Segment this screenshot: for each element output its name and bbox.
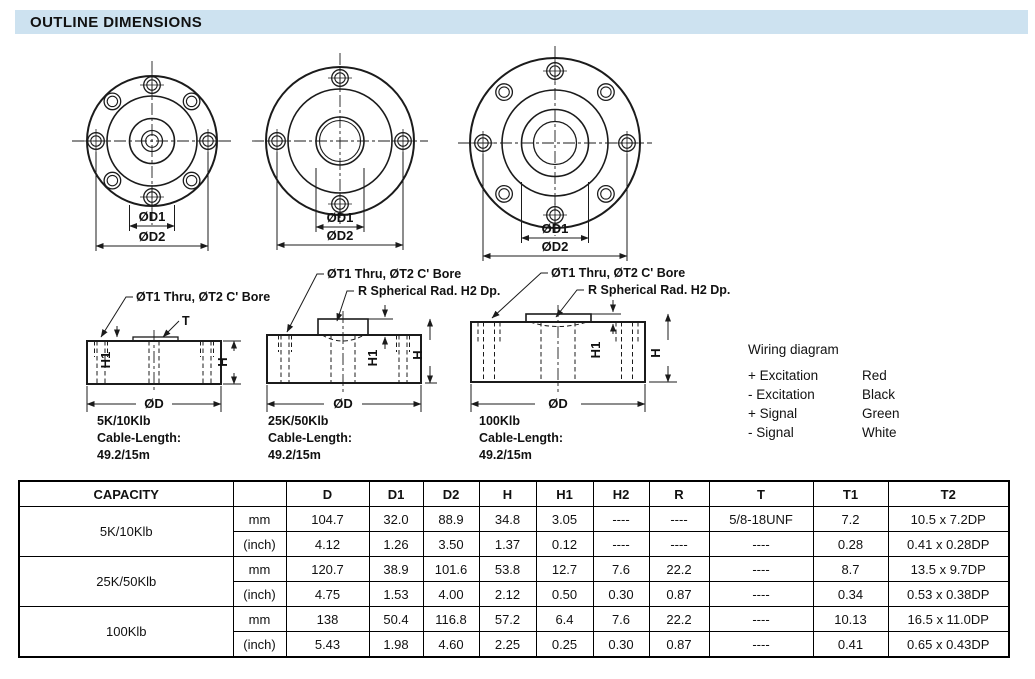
value-cell: 3.05 — [536, 507, 593, 532]
value-cell: 4.00 — [423, 582, 479, 607]
dim-label-d2-view3: ØD2 — [541, 239, 569, 254]
dim-label-d-view3: ØD — [548, 396, 568, 411]
dim-label-d1-view3: ØD1 — [541, 221, 569, 236]
value-cell: 0.30 — [593, 632, 649, 658]
value-cell: 7.6 — [593, 557, 649, 582]
col-header-capacity: CAPACITY — [19, 481, 233, 507]
value-cell: ---- — [593, 507, 649, 532]
value-cell: 101.6 — [423, 557, 479, 582]
col-header-t2: T2 — [888, 481, 1009, 507]
value-cell: 8.7 — [813, 557, 888, 582]
dimensions-table — [18, 480, 1010, 658]
dim-label-h-view1: H — [215, 357, 230, 367]
wiring-signal: - Excitation — [748, 387, 815, 402]
value-cell: 6.4 — [536, 607, 593, 632]
value-cell: ---- — [709, 557, 813, 582]
page-title: OUTLINE DIMENSIONS — [30, 13, 203, 31]
unit-cell: mm — [233, 507, 286, 532]
leader-label-spherical-view3: R Spherical Rad. H2 Dp. — [588, 283, 731, 297]
side-view-100k — [471, 266, 730, 462]
value-cell: 7.6 — [593, 607, 649, 632]
value-cell: 38.9 — [369, 557, 423, 582]
value-cell: 10.5 x 7.2DP — [888, 507, 1009, 532]
value-cell: ---- — [709, 532, 813, 557]
value-cell: 0.30 — [593, 582, 649, 607]
caption-length-5k: 49.2/15m — [97, 448, 150, 462]
value-cell: 10.13 — [813, 607, 888, 632]
value-cell: ---- — [649, 532, 709, 557]
value-cell: 0.50 — [536, 582, 593, 607]
leader-label-bore-view3: ØT1 Thru, ØT2 C' Bore — [551, 266, 686, 280]
dim-label-h1-view1: H1 — [98, 351, 113, 369]
value-cell: 1.53 — [369, 582, 423, 607]
caption-capacity-100k: 100Klb — [479, 414, 520, 428]
top-view-100k — [458, 46, 652, 261]
value-cell: 13.5 x 9.7DP — [888, 557, 1009, 582]
value-cell: 4.75 — [286, 582, 369, 607]
value-cell: 4.60 — [423, 632, 479, 658]
dim-label-h1-view3: H1 — [588, 341, 603, 359]
wiring-signal: + Signal — [748, 406, 798, 421]
col-header-d1: D1 — [369, 481, 423, 507]
value-cell: 0.41 x 0.28DP — [888, 532, 1009, 557]
col-header-h1: H1 — [536, 481, 593, 507]
table-row — [19, 557, 1009, 582]
wiring-diagram-legend — [748, 342, 900, 442]
capacity-cell: 5K/10Klb — [19, 507, 233, 557]
table-header-row — [19, 481, 1009, 507]
wiring-row — [748, 423, 900, 442]
value-cell: 1.37 — [479, 532, 536, 557]
leader-label-bore-view2: ØT1 Thru, ØT2 C' Bore — [327, 267, 462, 281]
table-row — [19, 507, 1009, 532]
dim-label-h1-view2: H1 — [365, 349, 380, 367]
wiring-color: White — [862, 425, 897, 440]
col-header-t1: T1 — [813, 481, 888, 507]
col-header-h2: H2 — [593, 481, 649, 507]
wiring-color: Green — [862, 406, 900, 421]
value-cell: ---- — [593, 532, 649, 557]
value-cell: 120.7 — [286, 557, 369, 582]
dim-label-d-view2: ØD — [333, 396, 353, 411]
top-view-5k — [72, 61, 232, 251]
wiring-signal: + Excitation — [748, 368, 819, 383]
dim-label-h-view3: H — [648, 348, 663, 358]
value-cell: 32.0 — [369, 507, 423, 532]
value-cell: 5.43 — [286, 632, 369, 658]
value-cell: 0.53 x 0.38DP — [888, 582, 1009, 607]
caption-length-25k: 49.2/15m — [268, 448, 321, 462]
caption-capacity-25k: 25K/50Klb — [268, 414, 329, 428]
value-cell: ---- — [709, 632, 813, 658]
col-header-unit — [233, 481, 286, 507]
value-cell: 1.26 — [369, 532, 423, 557]
col-header-h: H — [479, 481, 536, 507]
value-cell: 0.87 — [649, 632, 709, 658]
value-cell: 1.98 — [369, 632, 423, 658]
dim-label-d2-view1: ØD2 — [138, 229, 166, 244]
value-cell: 22.2 — [649, 607, 709, 632]
caption-cable-5k: Cable-Length: — [97, 431, 182, 445]
col-header-r: R — [649, 481, 709, 507]
value-cell: 138 — [286, 607, 369, 632]
value-cell: 0.28 — [813, 532, 888, 557]
value-cell: 0.87 — [649, 582, 709, 607]
dim-label-d1-view1: ØD1 — [138, 209, 166, 224]
value-cell: 50.4 — [369, 607, 423, 632]
value-cell: ---- — [649, 507, 709, 532]
dim-label-d1-view2: ØD1 — [326, 210, 354, 225]
value-cell: ---- — [709, 582, 813, 607]
value-cell: ---- — [709, 607, 813, 632]
value-cell: 0.12 — [536, 532, 593, 557]
col-header-d2: D2 — [423, 481, 479, 507]
unit-cell: mm — [233, 607, 286, 632]
value-cell: 4.12 — [286, 532, 369, 557]
capacity-cell: 25K/50Klb — [19, 557, 233, 607]
value-cell: 34.8 — [479, 507, 536, 532]
unit-cell: (inch) — [233, 532, 286, 557]
col-header-d: D — [286, 481, 369, 507]
wiring-color: Black — [862, 387, 896, 402]
value-cell: 0.34 — [813, 582, 888, 607]
caption-length-100k: 49.2/15m — [479, 448, 532, 462]
caption-capacity-5k: 5K/10Klb — [97, 414, 151, 428]
top-view-25k — [252, 53, 428, 250]
table-row — [19, 607, 1009, 632]
value-cell: 2.12 — [479, 582, 536, 607]
caption-cable-25k: Cable-Length: — [268, 431, 353, 445]
unit-cell: (inch) — [233, 582, 286, 607]
wiring-color: Red — [862, 368, 887, 383]
value-cell: 0.65 x 0.43DP — [888, 632, 1009, 658]
value-cell: 7.2 — [813, 507, 888, 532]
leader-label-bore-view1: ØT1 Thru, ØT2 C' Bore — [136, 290, 271, 304]
wiring-title: Wiring diagram — [748, 342, 839, 357]
side-view-25k — [267, 267, 500, 462]
value-cell: 3.50 — [423, 532, 479, 557]
value-cell: 22.2 — [649, 557, 709, 582]
value-cell: 12.7 — [536, 557, 593, 582]
value-cell: 116.8 — [423, 607, 479, 632]
value-cell: 53.8 — [479, 557, 536, 582]
capacity-cell: 100Klb — [19, 607, 233, 658]
leader-label-spherical-view2: R Spherical Rad. H2 Dp. — [358, 284, 501, 298]
wiring-row — [748, 385, 900, 404]
value-cell: 0.25 — [536, 632, 593, 658]
caption-cable-100k: Cable-Length: — [479, 431, 564, 445]
wiring-signal: - Signal — [748, 425, 794, 440]
value-cell: 57.2 — [479, 607, 536, 632]
dim-label-h-view2: H — [410, 350, 425, 360]
value-cell: 88.9 — [423, 507, 479, 532]
value-cell: 104.7 — [286, 507, 369, 532]
unit-cell: (inch) — [233, 632, 286, 658]
value-cell: 16.5 x 11.0DP — [888, 607, 1009, 632]
side-view-5k — [87, 290, 270, 462]
value-cell: 0.41 — [813, 632, 888, 658]
col-header-t: T — [709, 481, 813, 507]
wiring-row — [748, 366, 900, 385]
unit-cell: mm — [233, 557, 286, 582]
leader-label-t-view1: T — [182, 314, 190, 328]
value-cell: 5/8-18UNF — [709, 507, 813, 532]
wiring-row — [748, 404, 900, 423]
dim-label-d-view1: ØD — [144, 396, 164, 411]
value-cell: 2.25 — [479, 632, 536, 658]
dim-label-d2-view2: ØD2 — [326, 228, 354, 243]
